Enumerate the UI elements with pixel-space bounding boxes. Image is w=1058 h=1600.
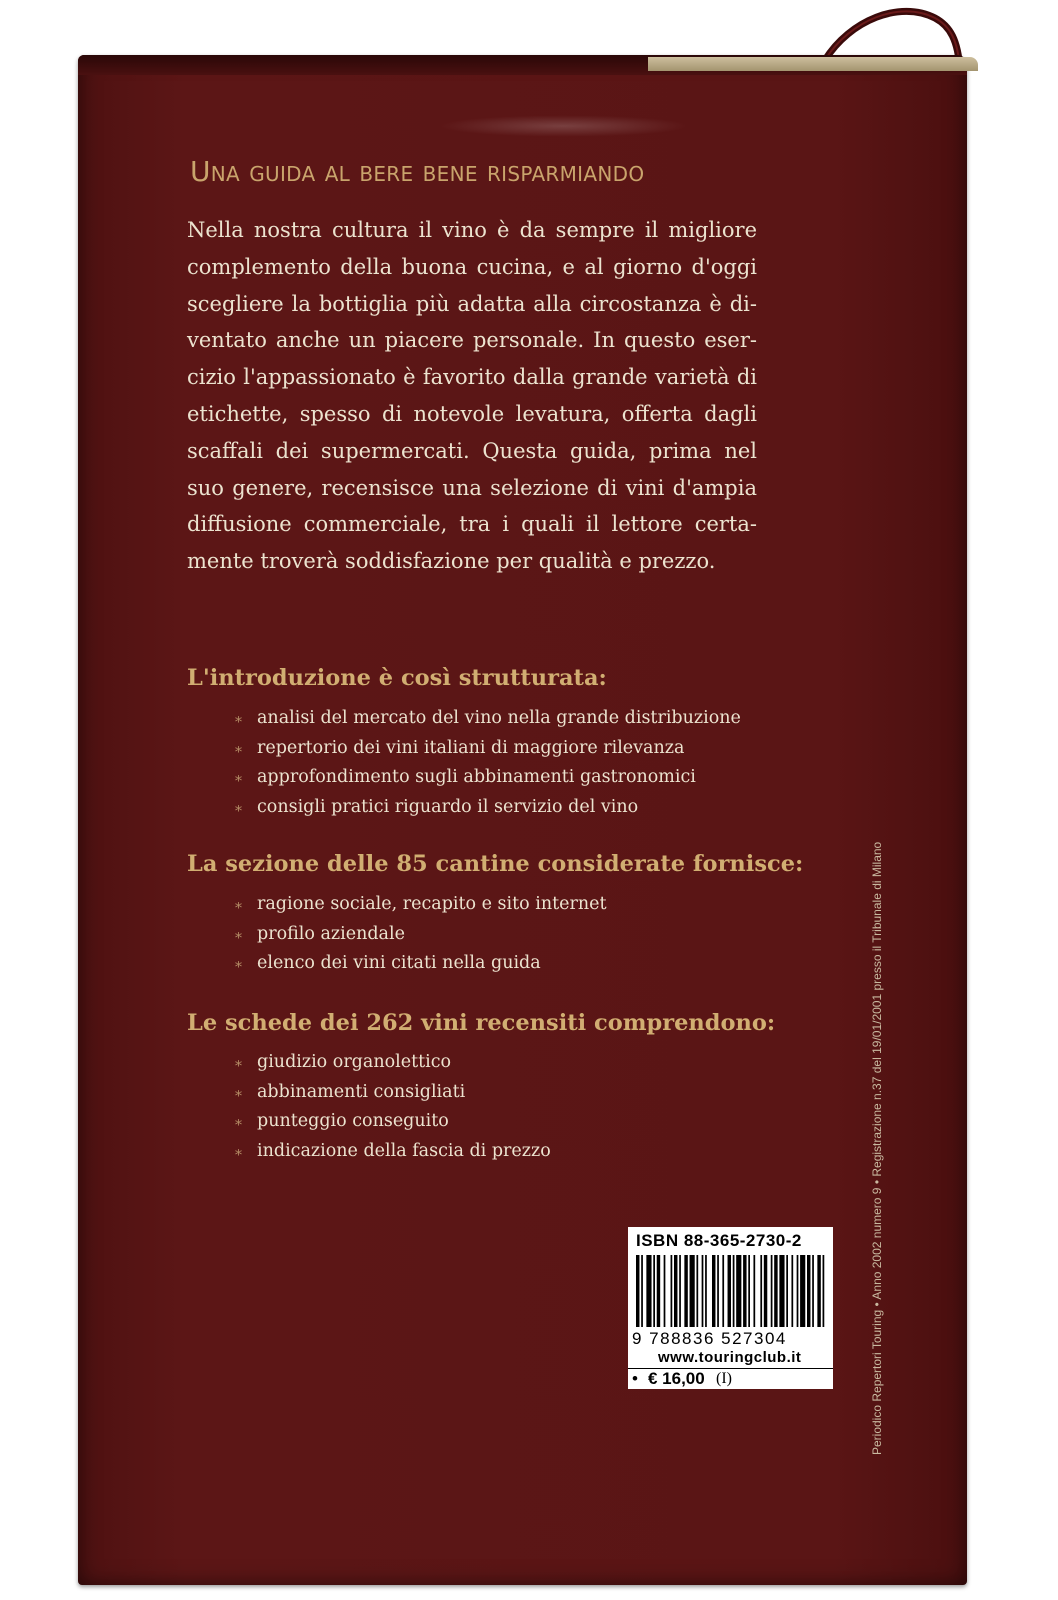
asterisk-icon: ⁎ [235,1054,242,1070]
cover-scuff [438,115,688,137]
list-item: ⁎ ragione sociale, recapito e sito internet [235,890,855,920]
headband [648,57,978,71]
list-item: ⁎ profilo aziendale [235,920,855,950]
section-title-introduzione: L'introduzione è così strutturata: [187,665,607,691]
asterisk-icon: ⁎ [235,896,242,912]
asterisk-icon: ⁎ [235,925,242,942]
bullet-list-cantine [235,890,855,979]
list-item: ⁎ elenco dei vini citati nella guida [235,949,855,979]
periodical-registration-notice: Periodico Repertori Touring • Anno 2002 numero 9 • Registrazione n.37 del 19/01/2001 presso il Tribunale di Milano [870,841,884,1455]
isbn-number: ISBN 88-365-2730-2 [636,1231,802,1250]
list-item: ⁎ indicazione della fascia di prezzo [235,1137,855,1167]
asterisk-icon: ⁎ [235,739,242,756]
price: € 16,00 [648,1369,705,1388]
asterisk-icon: ⁎ [235,769,242,785]
section-title-schede: Le schede dei 262 vini recensiti comprendono: [187,1010,776,1036]
asterisk-icon: ⁎ [235,1113,242,1129]
price-row [628,1368,833,1390]
intro-paragraph: Nella nostra cultura il vino è da sempre il migliore complemento della buona cucina, e al giorno d'oggi scegliere la bottiglia più adatta alla circostanza è diventato anche un piacere personale. In questo esercizio l'appassionato è favorito dalla grande varietà di etichette, spesso di notevole levatura, offerta dagli scaffali dei supermercati. Questa guida, prima nel suo genere, recensisce una selezione di vini d'ampia diffusione commerciale, tra i quali il lettore certamente troverà soddisfazione per qualità e prezzo. [187,218,757,574]
price-bullet: • [632,1369,638,1388]
bullet-list-introduzione [235,704,855,822]
list-item: ⁎ analisi del mercato del vino nella grande distribuzione [235,704,855,734]
asterisk-icon: ⁎ [235,798,242,815]
barcode-label [628,1227,833,1389]
cover-heading: Una guida al bere bene risparmiando [190,155,645,188]
ean-number: 9 788836 527304 [632,1329,787,1348]
list-item: ⁎ repertorio dei vini italiani di maggiore rilevanza [235,734,855,764]
section-title-cantine: La sezione delle 85 cantine considerate fornisce: [187,851,804,877]
price-country-code: (I) [716,1370,732,1387]
bullet-list-schede [235,1048,855,1166]
barcode-icon [636,1255,826,1327]
asterisk-icon: ⁎ [235,710,242,726]
list-item: ⁎ giudizio organolettico [235,1048,855,1078]
list-item: ⁎ approfondimento sugli abbinamenti gastronomici [235,763,855,793]
asterisk-icon: ⁎ [235,1142,242,1159]
list-item: ⁎ abbinamenti consigliati [235,1078,855,1108]
list-item: ⁎ punteggio conseguito [235,1107,855,1137]
publisher-website: www.touringclub.it [658,1349,802,1366]
list-item: ⁎ consigli pratici riguardo il servizio del vino [235,793,855,823]
asterisk-icon: ⁎ [235,955,242,971]
asterisk-icon: ⁎ [235,1083,242,1100]
